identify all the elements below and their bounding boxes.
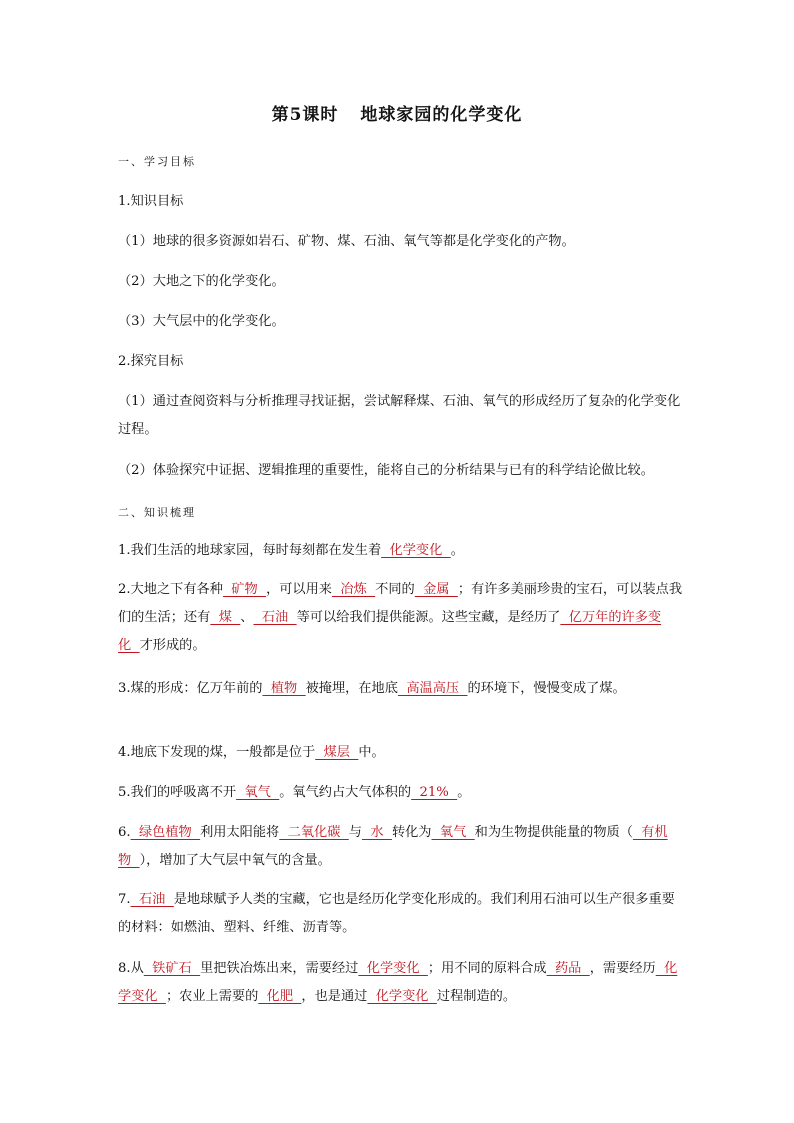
question-3: 3.煤的形成：亿万年前的 植物 被掩埋，在地底 高温高压 的环境下，慢慢变成了煤。: [118, 681, 626, 696]
title-topic: 地球家园的化学变化: [360, 105, 523, 125]
question-6: 6. 绿色植物 利用太阳能将 二氧化碳 与 水 转化为 氧气 和为生物提供能量的物质（ 有机物 ），增加了大气层中氧气的含量。: [118, 825, 668, 868]
question-5: 5.我们的呼吸离不开 氧气 。氧气约占大气体积的 21% 。: [118, 785, 471, 800]
knowledge-goal-1: （1）地球的很多资源如岩石、矿物、煤、石油、氧气等都是化学变化的产物。: [118, 234, 575, 249]
answer-blank: 煤层: [315, 745, 359, 760]
question-4: 4.地底下发现的煤，一般都是位于 煤层 中。: [118, 745, 385, 760]
answer-blank: 亿万年的许多变化: [118, 610, 662, 653]
answer-blank: 石油: [130, 892, 174, 907]
answer-blank: 二氧化碳: [279, 825, 349, 840]
answer-blank: 石油: [253, 610, 297, 625]
question-2: 2.大地之下有各种 矿物 ，可以用来 冶炼 不同的 金属 ；有许多美丽珍贵的宝石，可以装点我们的生活；还有 煤 、 石油 等可以给我们提供能源。这些宝藏，是经历了 亿万年的许多变化 才形成的。: [118, 582, 683, 653]
section-heading-goals: 一、学习目标: [118, 155, 196, 168]
explore-goal-heading: 2.探究目标: [118, 354, 184, 369]
answer-blank: 植物: [262, 681, 306, 696]
question-1: 1.我们生活的地球家园，每时每刻都在发生着 化学变化 。: [118, 543, 464, 558]
answer-blank: 金属: [414, 582, 458, 597]
explore-goal-1: （1）通过查阅资料与分析推理寻找证据，尝试解释煤、石油、氧气的形成经历了复杂的化学变化过程。: [118, 394, 681, 437]
answer-blank: 氧气: [236, 785, 280, 800]
answer-blank: 化肥: [258, 989, 302, 1004]
knowledge-goal-2: （2）大地之下的化学变化。: [118, 274, 285, 289]
title-lesson: 第5课时: [271, 105, 339, 125]
answer-blank: 21%: [411, 785, 458, 800]
answer-blank: 药品: [546, 961, 590, 976]
answer-blank: 高温高压: [397, 681, 468, 696]
answer-blank: 有机物: [118, 825, 668, 868]
answer-blank: 化学变化: [358, 961, 428, 976]
answer-blank: 水: [361, 825, 392, 840]
answer-blank: 化学变化: [381, 543, 451, 558]
question-8: 8.从 铁矿石 里把铁冶炼出来，需要经过 化学变化 ；用不同的原料合成 药品 ，需要经历 化学变化 ；农业上需要的 化肥 ，也是通过 化学变化 过程制造的。: [118, 961, 678, 1004]
section-heading-review: 二、知识梳理: [118, 506, 196, 519]
answer-blank: 化学变化: [118, 961, 678, 1004]
answer-blank: 铁矿石: [143, 961, 201, 976]
page-title: [0, 100, 794, 125]
answer-blank: 矿物: [222, 582, 267, 597]
answer-blank: 氧气: [431, 825, 475, 840]
question-7: 7. 石油 是地球赋予人类的宝藏，它也是经历化学变化形成的。我们利用石油可以生产很多重要的材料：如燃油、塑料、纤维、沥青等。: [118, 892, 675, 935]
answer-blank: 冶炼: [332, 582, 376, 597]
knowledge-goal-heading: 1.知识目标: [118, 194, 184, 209]
knowledge-goal-3: （3）大气层中的化学变化。: [118, 314, 285, 329]
answer-blank: 化学变化: [367, 989, 437, 1004]
answer-blank: 煤: [210, 610, 241, 625]
answer-blank: 绿色植物: [130, 825, 201, 840]
explore-goal-2: （2）体验探究中证据、逻辑推理的重要性，能将自己的分析结果与已有的科学结论做比较。: [118, 463, 654, 478]
